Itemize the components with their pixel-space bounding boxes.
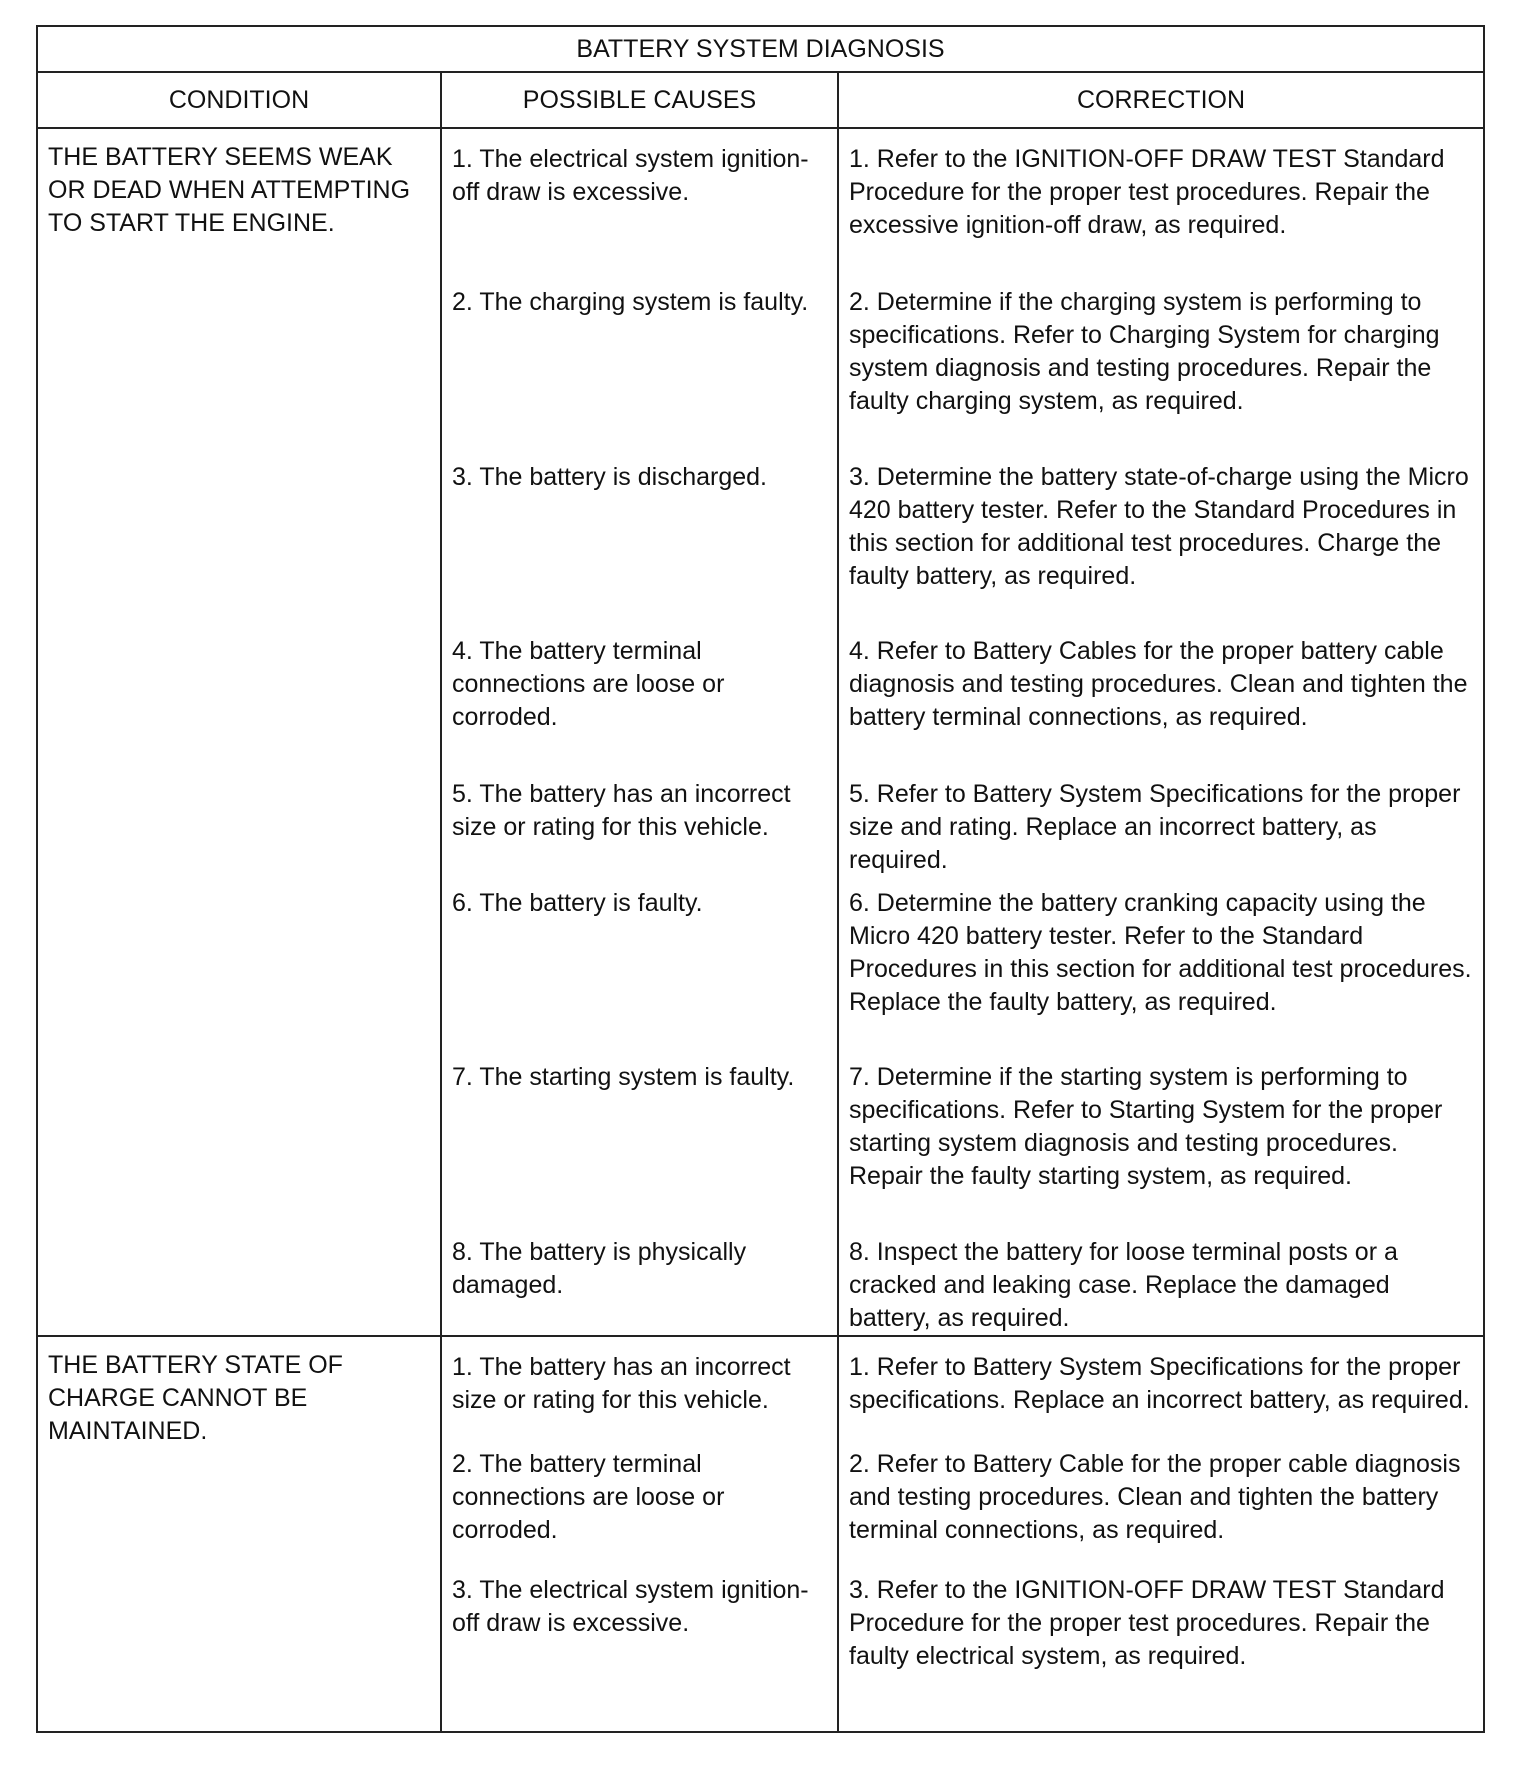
correction-cell: 7. Determine if the starting system is performing to specifications. Refer to Starting System for the proper starting system diagnosis and testing procedures. Repair the faulty starting system, as required.: [838, 1057, 1484, 1232]
correction-cell: 6. Determine the battery cranking capacity using the Micro 420 battery tester. Refer to the Standard Procedures in this section for additional test procedures. Replace the faulty battery, as required.: [838, 883, 1484, 1057]
cause-cell: 7. The starting system is faulty.: [441, 1057, 838, 1232]
correction-cell: 4. Refer to Battery Cables for the proper battery cable diagnosis and testing procedures. Clean and tighten the battery terminal connections, as required.: [838, 631, 1484, 774]
battery-diagnosis-table: [36, 25, 1485, 1733]
correction-cell: 5. Refer to Battery System Specifications for the proper size and rating. Replace an incorrect battery, as required.: [838, 774, 1484, 883]
correction-cell: 2. Determine if the charging system is performing to specifications. Refer to Charging System for charging system diagnosis and testing procedures. Repair the faulty charging system, as required.: [838, 282, 1484, 457]
table-row: [37, 128, 1484, 282]
cause-cell: 5. The battery has an incorrect size or rating for this vehicle.: [441, 774, 838, 883]
cause-cell: 6. The battery is faulty.: [441, 883, 838, 1057]
correction-cell: 1. Refer to the IGNITION-OFF DRAW TEST Standard Procedure for the proper test procedures. Repair the excessive ignition-off draw, as required.: [838, 128, 1484, 282]
cause-cell: 1. The electrical system ignition-off draw is excessive.: [441, 128, 838, 282]
cause-cell: 1. The battery has an incorrect size or rating for this vehicle.: [441, 1336, 838, 1444]
cause-cell: 2. The battery terminal connections are loose or corroded.: [441, 1444, 838, 1570]
cause-cell: 3. The battery is discharged.: [441, 457, 838, 631]
condition-cell: THE BATTERY STATE OF CHARGE CANNOT BE MAINTAINED.: [37, 1336, 441, 1732]
correction-cell: 1. Refer to Battery System Specifications for the proper specifications. Replace an incorrect battery, as required.: [838, 1336, 1484, 1444]
cause-cell: 3. The electrical system ignition-off draw is excessive.: [441, 1570, 838, 1732]
table-row: [37, 1336, 1484, 1444]
header-possible-causes: POSSIBLE CAUSES: [441, 72, 838, 128]
cause-cell: 2. The charging system is faulty.: [441, 282, 838, 457]
correction-cell: 3. Refer to the IGNITION-OFF DRAW TEST Standard Procedure for the proper test procedures. Repair the faulty electrical system, as required.: [838, 1570, 1484, 1732]
header-condition: CONDITION: [37, 72, 441, 128]
cause-cell: 4. The battery terminal connections are loose or corroded.: [441, 631, 838, 774]
correction-cell: 2. Refer to Battery Cable for the proper cable diagnosis and testing procedures. Clean and tighten the battery terminal connections, as required.: [838, 1444, 1484, 1570]
correction-cell: 8. Inspect the battery for loose terminal posts or a cracked and leaking case. Replace the damaged battery, as required.: [838, 1232, 1484, 1336]
cause-cell: 8. The battery is physically damaged.: [441, 1232, 838, 1336]
condition-cell: THE BATTERY SEEMS WEAK OR DEAD WHEN ATTEMPTING TO START THE ENGINE.: [37, 128, 441, 1336]
table-title: BATTERY SYSTEM DIAGNOSIS: [37, 26, 1484, 72]
correction-cell: 3. Determine the battery state-of-charge using the Micro 420 battery tester. Refer to the Standard Procedures in this section for additional test procedures. Charge the faulty battery, as required.: [838, 457, 1484, 631]
header-correction: CORRECTION: [838, 72, 1484, 128]
